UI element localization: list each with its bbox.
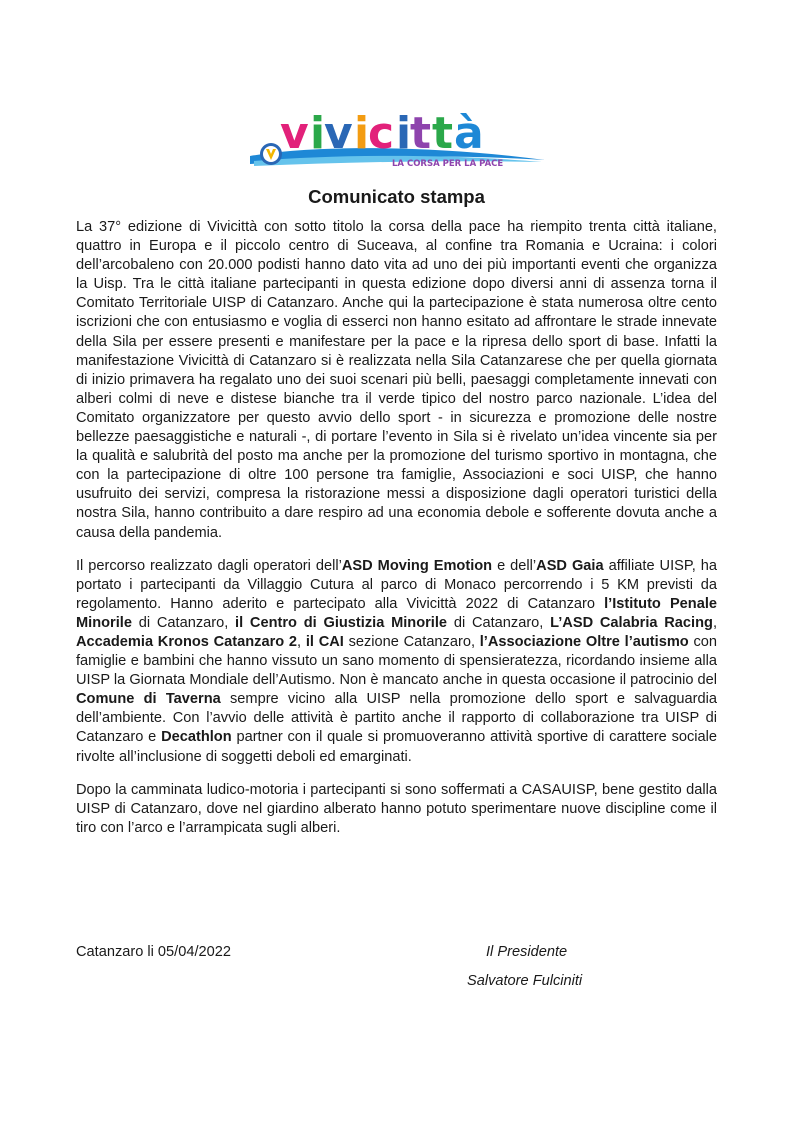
svg-text:i: i xyxy=(310,108,326,159)
document-body xyxy=(76,218,717,852)
paragraph-3: Dopo la camminata ludico-motoria i partecipanti si sono soffermati a CASAUISP, bene gestito dalla UISP di Catanzaro, dove nel giardino alberato hanno potuto sperimentare nuove discipline come il tiro con l’arco e l’arrampicata sugli alberi. xyxy=(76,781,717,836)
p2-text-2: e dell’ xyxy=(492,557,537,574)
signature-name: Salvatore Fulciniti xyxy=(467,973,583,989)
p2-bold-centro-giustizia: il Centro di Giustizia Minorile xyxy=(235,614,448,631)
paragraph-1: La 37° edizione di Vivicittà con sotto titolo la corsa della pace ha riempito trenta città italiane, quattro in Europa e il piccolo centro di Suceava, al confine tra Romania e Ucraina: i colori dell’arcobaleno con 20.000 podisti hanno dato vita ad uno dei più importanti eventi che organizza la Uisp. Tra le città italiane partecipanti in questa edizione dopo diversi anni di assenza torna il Comitato Territoriale UISP di Catanzaro. Anche qui la partecipazione è stata numerosa oltre cento iscrizioni che con entusiasmo e voglia di esserci non hanno esitato ad affrontare le strade innevate della Sila per essere presenti e manifestare per la pace e la ripresa dello sport di base. Infatti la manifestazione Vivicittà di Catanzaro si è realizzata nella Sila Catanzarese che per quella giornata di inizio primavera ha regalato uno dei suoi scenari più belli, paesaggi completamente innevati con alberi colmi di neve e distese bianche tra il verde tipico del nostro parco nazionale. L’idea del Comitato organizzatore per questo avvio dello sport - in sicurezza e promozione delle nostre bellezze paesaggistiche e naturali -, di portare l’evento in Sila si è rivelato un’idea vincente sia per la qualità e salubrità del posto ma anche per la promozione del turismo sportivo in montagna, che con la partecipazione di oltre 100 persone tra famiglie, Associazioni e soci UISP, che hanno usufruito dei servizi, compresa la ristorazione messi a disposizione dagli operatori turistici della nostra Sila, hanno contribuito a dare respiro ad una economia debole e sofferente dovuta anche a causa della pandemia. xyxy=(76,219,717,541)
place-date: Catanzaro li 05/04/2022 xyxy=(76,944,231,960)
p2-bold-accademia-kronos: Accademia Kronos Catanzaro 2 xyxy=(76,633,298,650)
uisp-badge-icon xyxy=(260,143,282,165)
p2-bold-asd-gaia: ASD Gaia xyxy=(536,557,604,574)
p2-bold-decathlon: Decathlon xyxy=(161,729,232,746)
page-title: Comunicato stampa xyxy=(308,186,485,207)
p2-text-6: , xyxy=(712,614,717,631)
p2-text-1: Il percorso realizzato dagli operatori dell’ xyxy=(76,557,342,574)
p2-text-7: , xyxy=(297,633,306,650)
svg-text:t: t xyxy=(410,108,432,159)
p2-text-3: affiliate UISP, ha portato i partecipanti da Villaggio Cutura al parco di Monaco percorrendo i 5 KM previsti da regolamento. Hanno aderito e partecipato alla Vivicittà 2022 di Catanzaro xyxy=(76,557,717,612)
paragraph-2 xyxy=(76,557,717,767)
p2-bold-istituto-penale: l’Istituto Penale Minorile xyxy=(76,595,717,631)
p2-bold-calabria-racing: L’ASD Calabria Racing xyxy=(550,614,713,631)
p2-text-11: partner con il quale si promuoveranno attività sportive di carattere sociale rivolte all’inclusione di soggetti deboli ed emarginati. xyxy=(76,729,717,765)
vivicitta-logo-graphic xyxy=(250,104,545,170)
logo-letters xyxy=(280,108,484,159)
p2-text-9: con famiglie e bambini che hanno vissuto un sano momento di spensieratezza, ricordando insieme alla UISP la Giornata Mondiale dell’Autismo. Non è mancato anche in questa occasione il patrocinio del xyxy=(76,633,717,689)
svg-text:c: c xyxy=(368,108,395,159)
svg-text:i: i xyxy=(354,108,370,159)
p2-text-5: di Catanzaro, xyxy=(447,614,551,631)
svg-text:v: v xyxy=(324,108,353,159)
svg-text:à: à xyxy=(454,108,484,159)
p2-bold-oltre-autismo: l’Associazione Oltre l’autismo xyxy=(479,633,689,650)
p2-bold-moving-emotion: ASD Moving Emotion xyxy=(341,557,493,574)
logo-tagline: LA CORSA PER LA PACE xyxy=(392,159,504,169)
p2-bold-comune-taverna: Comune di Taverna xyxy=(76,691,221,708)
svg-text:i: i xyxy=(396,108,412,159)
p2-text-10: sempre vicino alla UISP nella promozione dello sport e salvaguardia dell’ambiente. Con l’avvio delle attività è partito anche il rapporto di collaborazione tra UISP di Catanzaro e xyxy=(76,691,717,746)
signature-role: Il Presidente xyxy=(486,944,568,960)
svg-text:v: v xyxy=(280,108,309,159)
vivicitta-logo xyxy=(250,104,545,170)
p2-text-8: sezione Catanzaro, xyxy=(343,633,480,650)
p2-text-4: di Catanzaro, xyxy=(131,614,236,631)
svg-text:t: t xyxy=(432,108,454,159)
p2-bold-cai: il CAI xyxy=(305,633,344,650)
